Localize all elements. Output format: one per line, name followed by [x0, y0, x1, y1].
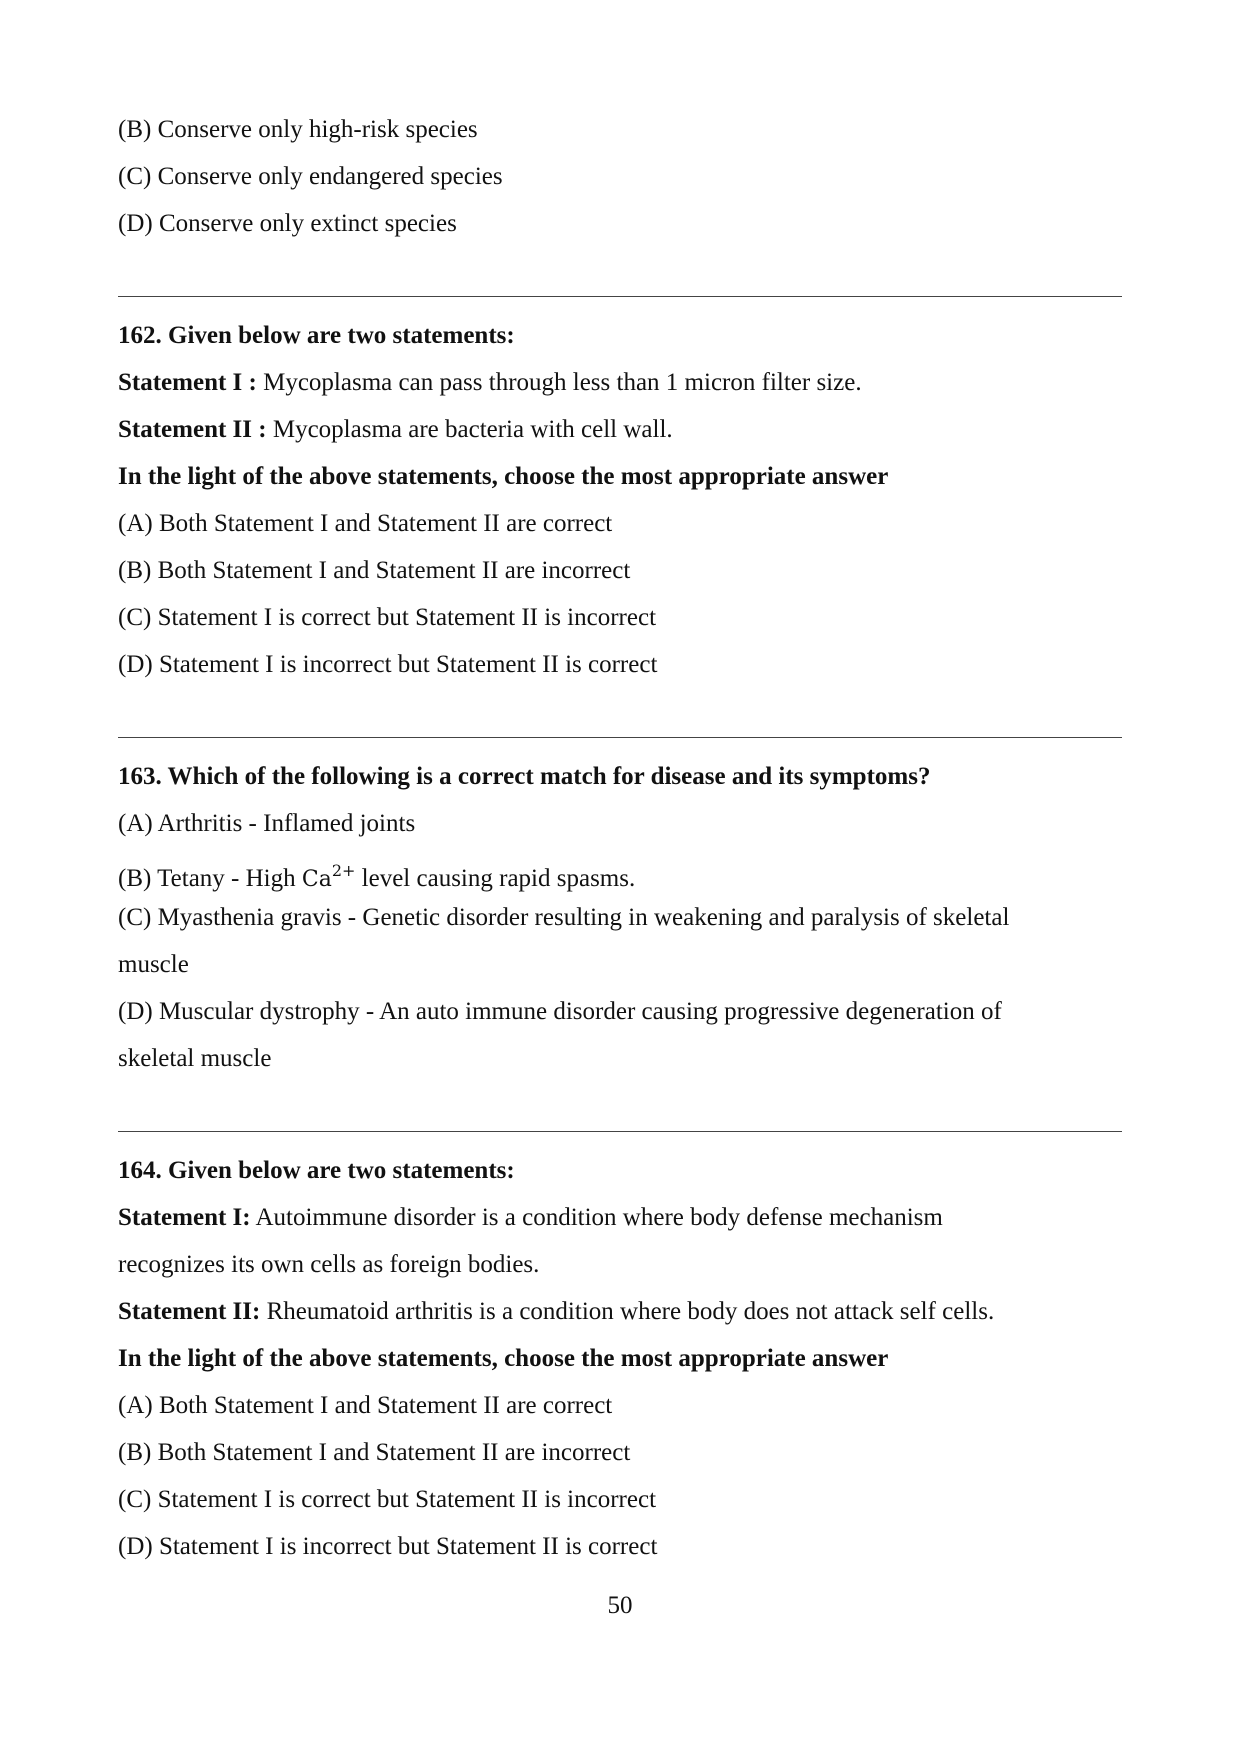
question-163 [118, 759, 1122, 1088]
page-content [118, 112, 1122, 1576]
option-d: (D) Muscular dystrophy - An auto immune disorder causing progressive degeneration of [118, 998, 1002, 1025]
statement-text: Mycoplasma are bacteria with cell wall. [272, 416, 673, 443]
option-b [118, 853, 1122, 900]
instruction: In the light of the above statements, choose the most appropriate answer [118, 1345, 889, 1372]
option-text: (B) Tetany - High [118, 865, 296, 892]
option-c: (C) Myasthenia gravis - Genetic disorder resulting in weakening and paralysis of skeletal [118, 904, 1010, 931]
statement-1 [118, 1200, 1122, 1247]
statement-text: Rheumatoid arthritis is a condition where body does not attack self cells. [266, 1298, 995, 1325]
statement-2 [118, 1294, 1122, 1341]
option-d: (D) Conserve only extinct species [118, 210, 457, 237]
option-d: (D) Statement I is incorrect but Statement II is correct [118, 1533, 658, 1560]
charge-superscript: 2+ [331, 861, 356, 880]
option-b: (B) Conserve only high-risk species [118, 116, 478, 143]
option-b: (B) Both Statement I and Statement II are incorrect [118, 1439, 631, 1466]
option-text: level causing rapid spasms. [361, 865, 636, 892]
option-a: (A) Both Statement I and Statement II are correct [118, 510, 613, 537]
statement-1 [118, 365, 1122, 412]
option-d-continued: skeletal muscle [118, 1045, 272, 1072]
instruction: In the light of the above statements, choose the most appropriate answer [118, 463, 889, 490]
statement-text: Autoimmune disorder is a condition where body defense mechanism [255, 1204, 943, 1231]
statement-label: Statement I: [118, 1204, 251, 1231]
question-title: 163. Which of the following is a correct match for disease and its symptoms? [118, 763, 931, 790]
question-164 [118, 1153, 1122, 1576]
option-a: (A) Both Statement I and Statement II are correct [118, 1392, 613, 1419]
statement-label: Statement I : [118, 369, 257, 396]
statement-1-continued: recognizes its own cells as foreign bodies. [118, 1251, 540, 1278]
statement-2 [118, 412, 1122, 459]
statement-label: Statement II: [118, 1298, 261, 1325]
question-title: 164. Given below are two statements: [118, 1157, 515, 1184]
option-c: (C) Statement I is correct but Statement II is incorrect [118, 604, 657, 631]
statement-label: Statement II : [118, 416, 267, 443]
option-c-continued: muscle [118, 951, 189, 978]
option-b: (B) Both Statement I and Statement II are incorrect [118, 557, 631, 584]
option-d: (D) Statement I is incorrect but Statement II is correct [118, 651, 658, 678]
page-number: 50 [607, 1592, 633, 1619]
question-161-options [118, 112, 1122, 253]
question-162 [118, 318, 1122, 694]
calcium-symbol: Ca [301, 867, 332, 892]
statement-text: Mycoplasma can pass through less than 1 micron filter size. [263, 369, 862, 396]
option-a: (A) Arthritis - Inflamed joints [118, 810, 416, 837]
option-c: (C) Conserve only endangered species [118, 163, 503, 190]
option-c: (C) Statement I is correct but Statement II is incorrect [118, 1486, 657, 1513]
question-title: 162. Given below are two statements: [118, 322, 515, 349]
